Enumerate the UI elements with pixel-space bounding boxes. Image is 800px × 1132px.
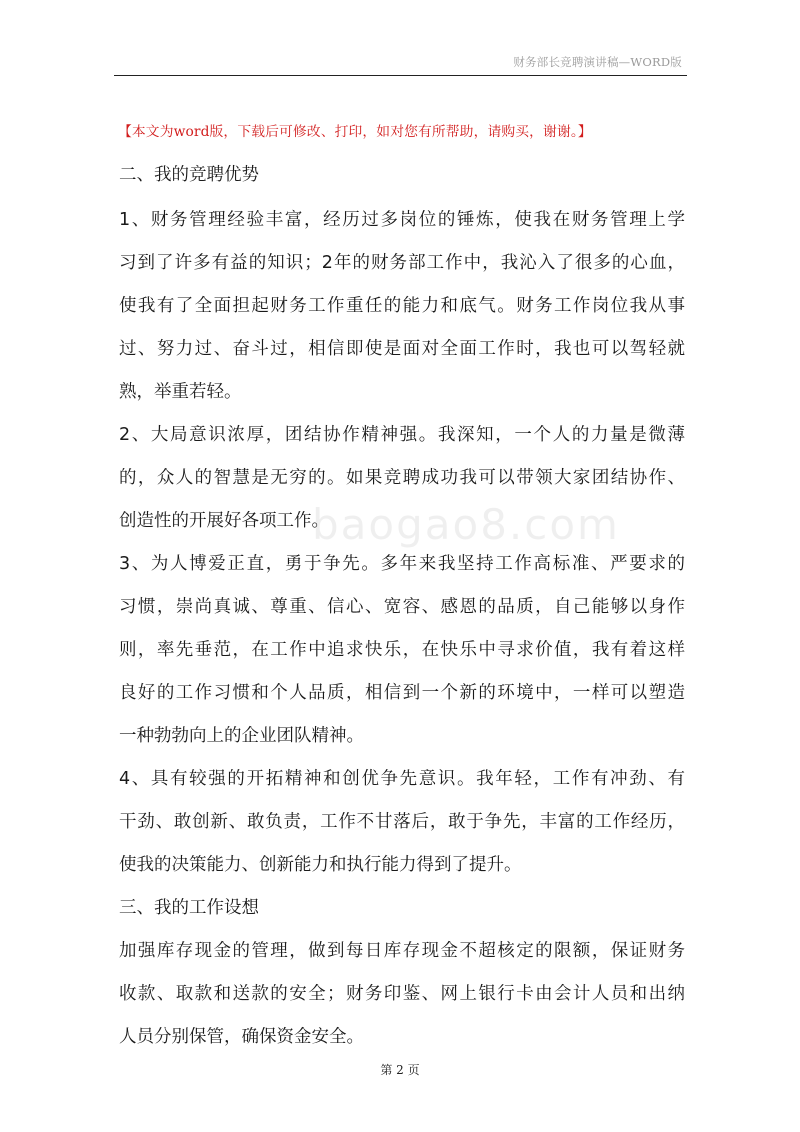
purchase-notice: 【本文为word版，下载后可修改、打印，如对您有所帮助，请购买，谢谢。】 [118, 124, 592, 140]
paragraph-line: 熟，举重若轻。 [119, 382, 242, 402]
paragraph-line: 的，众人的智慧是无穷的。如果竞聘成功我可以带领大家团结协作、 [119, 468, 685, 488]
watermark: baogao8.com [312, 500, 620, 549]
paragraph-line: 人员分别保管，确保资金安全。 [119, 1027, 364, 1047]
paragraph-2 [119, 414, 685, 543]
paragraph-line: 过、努力过、奋斗过，相信即使是面对全面工作时，我也可以驾轻就 [119, 339, 685, 359]
document-body [119, 162, 685, 1059]
paragraph-line: 2、大局意识浓厚，团结协作精神强。我深知，一个人的力量是微薄 [119, 425, 685, 445]
paragraph-line: 1、财务管理经验丰富，经历过多岗位的锤炼，使我在财务管理上学 [119, 210, 685, 230]
paragraph-line: 习到了许多有益的知识；2年的财务部工作中，我沁入了很多的心血， [119, 253, 685, 273]
paragraph-line: 使我有了全面担起财务工作重任的能力和底气。财务工作岗位我从事 [119, 296, 685, 316]
running-header: 财务部长竞聘演讲稿—WORD版 [513, 55, 682, 69]
section-heading-plan [119, 887, 685, 930]
paragraph-line: 习惯，崇尚真诚、尊重、信心、宽容、感恩的品质，自己能够以身作 [119, 597, 685, 617]
paragraph-line: 则，率先垂范，在工作中追求快乐，在快乐中寻求价值，我有着这样 [119, 640, 685, 660]
paragraph-3 [119, 543, 685, 758]
paragraph-line: 3、为人博爱正直，勇于争先。多年来我坚持工作高标准、严要求的 [119, 554, 685, 574]
paragraph-5 [119, 930, 685, 1059]
page-number: 第 2 页 [380, 1063, 420, 1077]
paragraph-line: 良好的工作习惯和个人品质，相信到一个新的环境中，一样可以塑造 [119, 683, 685, 703]
paragraph-line: 4、具有较强的开拓精神和创优争先意识。我年轻，工作有冲劲、有 [119, 769, 685, 789]
header-rule [114, 75, 687, 76]
paragraph-line: 三、我的工作设想 [119, 898, 259, 918]
section-heading-advantages: 二、我的竞聘优势 [119, 165, 259, 185]
paragraph-1 [119, 199, 685, 414]
paragraph-line: 干劲、敢创新、敢负责，工作不甘落后，敢于争先，丰富的工作经历， [119, 812, 685, 832]
paragraph-line: 创造性的开展好各项工作。 [119, 511, 329, 531]
paragraph-line: 使我的决策能力、创新能力和执行能力得到了提升。 [119, 855, 522, 875]
paragraph-4 [119, 758, 685, 887]
paragraph-line: 一种勃勃向上的企业团队精神。 [119, 726, 364, 746]
paragraph-line: 加强库存现金的管理，做到每日库存现金不超核定的限额，保证财务 [119, 941, 685, 961]
paragraph-line: 收款、取款和送款的安全；财务印鉴、网上银行卡由会计人员和出纳 [119, 984, 685, 1004]
